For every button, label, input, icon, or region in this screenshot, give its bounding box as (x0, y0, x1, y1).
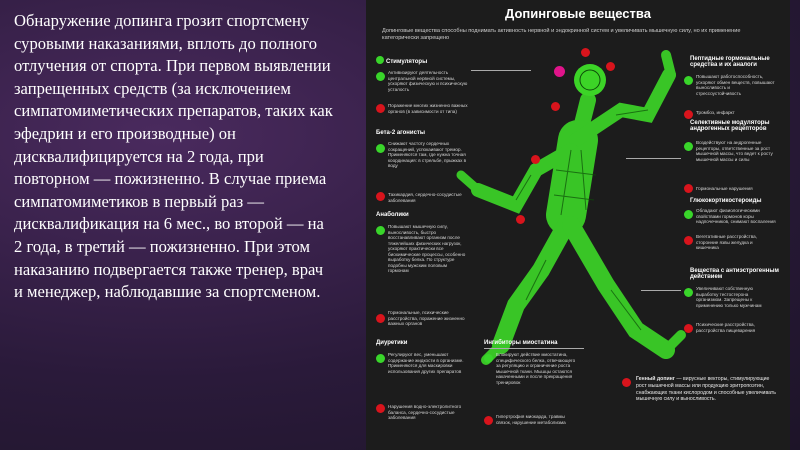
harm-dot (376, 192, 385, 201)
gene-doping-dot (622, 378, 631, 387)
group-heading-myostatin: Ингибиторы миостатина (484, 340, 558, 346)
benefit-dot (684, 76, 693, 85)
effect-text: Тромбоз, инфаркт (696, 110, 735, 115)
effect-text: Гипертрофия миокарда, травмы связок, нарушение метаболизма (496, 414, 566, 425)
slide-body-text: Обнаружение допинга грозит спортсмену суровыми наказаниями, вплоть до полного отлучения от спорта. При первом выявлении запрещенных средств (за исключением симпатомиметических препаратов, таких как эфедрин и его производные) он дисквалифицируется на 2 года, при повторном — пожизненно. В случае приема симпатомиметиков в первый раз — дисквалификация на 6 мес., во второй — на 2 года, в третий — пожизненно. При этом наказанию подвергается также тренер, врач и менеджер, наблюдавшие за спортсменом. (14, 11, 333, 302)
group-heading-beta2: Бета-2 агонисты (376, 130, 425, 136)
benefit-dot (376, 226, 385, 235)
infographic-title: Допинговые вещества (505, 6, 651, 21)
effect-text: Снижают частоту сердечных сокращений, успокаивают тремор. Применяются там, где нужна точная координация: в стрельбе, прыжках в воду (388, 141, 467, 168)
thigh-marker (516, 215, 525, 224)
hip-marker (531, 155, 540, 164)
harm-dot (376, 404, 385, 413)
effect-text: Воздействуют на андрогенные рецепторы, ответственные за рост мышечной массы, что ведет к росту мышечной массы и силы (696, 140, 773, 162)
connector-line (484, 348, 584, 349)
effect-text: Увеличивают собственную выработку тестостерона организмом. Запрещены к применению только мужчинам (696, 286, 762, 308)
effect-text: Психические расстройства, расстройства пищеварения (696, 322, 756, 333)
effect-text: Регулируют вес, уменьшают содержание жидкости в организме. Применяются для маскировки использования других препаратов (388, 352, 464, 374)
abdomen-marker (551, 102, 560, 111)
harm-dot (376, 314, 385, 323)
effect-text: Вегетативные расстройства, сторонние язвы желудка и кишечника (696, 234, 757, 250)
effect-text: Нарушения водно-электролитного баланса, сердечно-сосудистые заболевания (388, 404, 462, 420)
effect-text: Поражение многих жизненно важных органов (в зависимости от типа) (388, 103, 468, 114)
effect-text: Тахикардия, сердечно-сосудистые заболевания (388, 192, 462, 203)
group-heading-antiestrogen: Вещества с антиэстрогенным действием (690, 268, 779, 280)
benefit-dot (376, 354, 385, 363)
harm-dot (684, 110, 693, 119)
benefit-dot (376, 144, 385, 153)
pill-icon (376, 56, 384, 64)
group-heading-sarms: Селективные модуляторы андрогенных рецепторов (690, 120, 770, 132)
group-heading-peptides: Пептидные гормональные средства и их аналоги (690, 56, 770, 68)
group-heading-anabolics: Анаболики (376, 212, 409, 218)
head-marker (581, 48, 590, 57)
benefit-dot (376, 72, 385, 81)
benefit-dot (484, 354, 493, 363)
effect-text: Гормональные, психические расстройства, поражение жизненно важных органов (388, 310, 465, 326)
group-heading-diuretics: Диуретики (376, 340, 408, 346)
effect-text: Активизируют деятельность центральной нервной системы, ускоряют физическую и психическую усталость (388, 70, 468, 92)
gene-doping-label: Генный допинг (636, 376, 675, 382)
harm-dot (684, 184, 693, 193)
shoulder-marker (606, 62, 615, 71)
benefit-dot (684, 210, 693, 219)
doping-infographic (366, 0, 790, 450)
group-heading-stimulants: Стимуляторы (376, 56, 427, 65)
harm-dot (684, 236, 693, 245)
effect-text: Гормональные нарушения (696, 186, 753, 191)
gene-doping-text: — вирусные векторы, стимулирующие рост мышечной массы или продукцию эритропоэтин, снабжающих ткани кислородом и способные увеличивать мышечную силу и выносливость. (636, 376, 776, 403)
effect-text: Обладают физиологическими свойствами гормонов коры надпочечников, снимают воспаления (696, 208, 776, 224)
benefit-dot (684, 142, 693, 151)
connector-line (471, 70, 531, 71)
effect-text: Повышают работоспособность, ускоряют обмен веществ, повышают выносливость и стрессоустойчивость (696, 74, 775, 96)
gene-doping-note (636, 376, 781, 403)
effect-text: Блокируют действие миостатина, специфического белка, отвечающего за регуляцию и ограничение роста мышечной ткани. Мышцы остаются накаченными и после прекращения тренировок (496, 352, 576, 385)
connector-line (641, 290, 681, 291)
infographic-description: Допинговые вещества способны поднимать активность нервной и эндокринной систем и увеличивать мышечную силу, но их применение категорически запрещено (382, 28, 741, 41)
harm-dot (684, 324, 693, 333)
harm-dot (484, 416, 493, 425)
connector-line (626, 158, 681, 159)
group-heading-glucocorticoids: Глюкокортикостероиды (690, 198, 762, 204)
effect-text: Повышают мышечную силу, выносливость, быстро восстанавливают организм после тяжелейших физических нагрузок, ускоряют практически все биохимические процессы, особенно выработку белка. По структуре подобны мужским половым гормонам (388, 224, 466, 273)
heart-marker (554, 66, 565, 77)
harm-dot (376, 104, 385, 113)
benefit-dot (684, 288, 693, 297)
